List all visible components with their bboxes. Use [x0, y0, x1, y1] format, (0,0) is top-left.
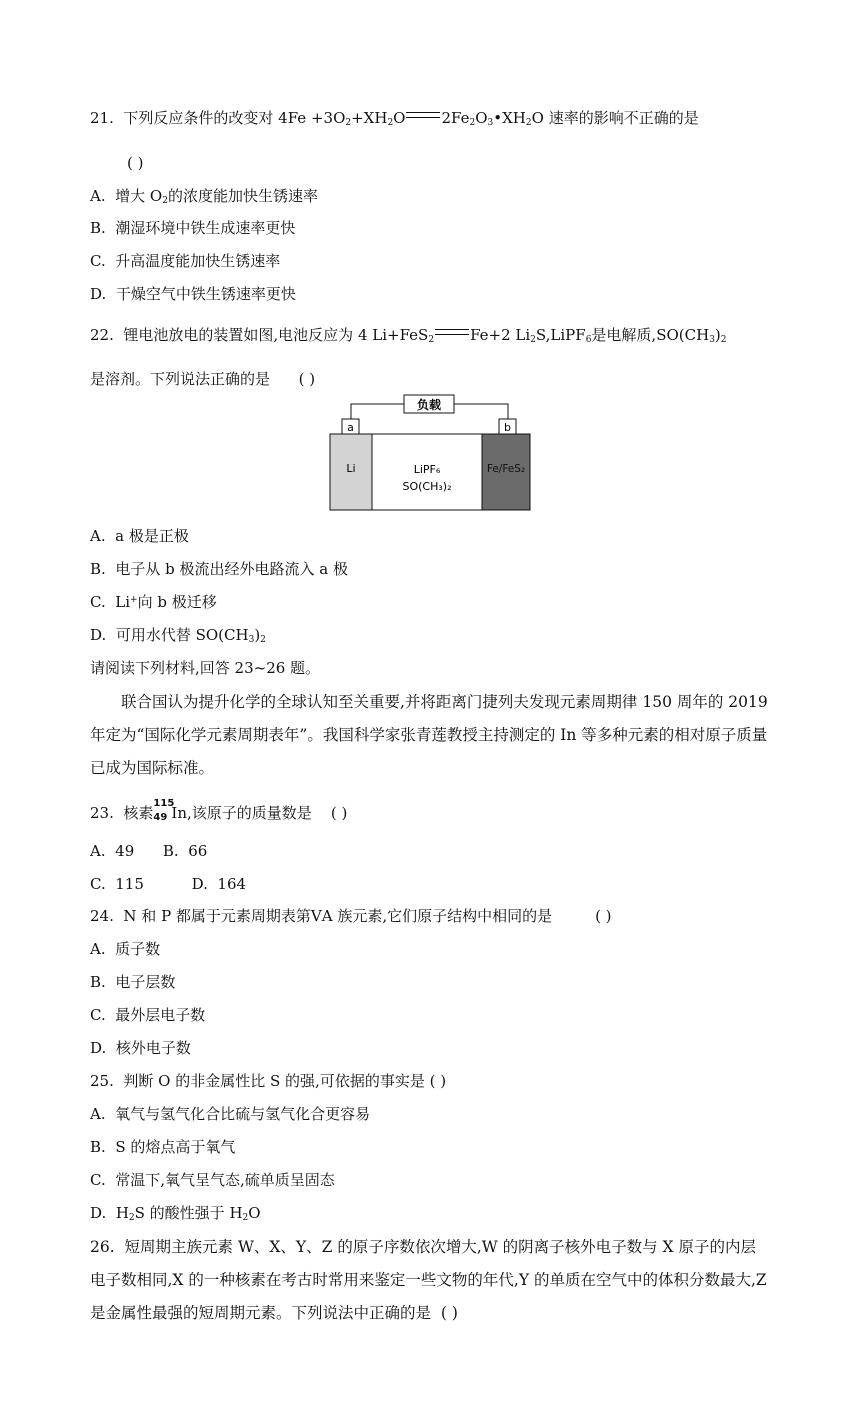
- q22-option-b[interactable]: [90, 559, 348, 579]
- circuit-wire: [351, 404, 404, 419]
- q23-stem: [90, 798, 348, 823]
- q25-option-d[interactable]: [90, 1203, 261, 1223]
- option-letter: A.: [90, 527, 106, 545]
- q26-number: 26.: [90, 1238, 115, 1256]
- option-letter: C.: [90, 1006, 106, 1024]
- equals-sign: [435, 329, 469, 335]
- option-text: 向 b 极迁移: [137, 593, 217, 611]
- q23-option-c[interactable]: [90, 875, 144, 893]
- q21-stem-text: +XH: [351, 109, 388, 127]
- q21-stem-text: O 速率的影响不正确的是: [531, 109, 699, 127]
- q25-option-c[interactable]: [90, 1170, 335, 1190]
- q23-stem-text: In,该原子的质量数是: [171, 804, 312, 822]
- option-text: 氧气与氢气化合比硫与氢气化合更容易: [115, 1105, 371, 1123]
- option-letter: D.: [191, 875, 208, 893]
- option-letter: B.: [90, 973, 106, 991]
- solvent-label: SO(CH₃)₂: [402, 480, 452, 493]
- q23-options-row-1: [90, 841, 207, 861]
- option-text: 常温下,氧气呈气态,硫单质呈固态: [115, 1171, 335, 1189]
- option-text: 49: [115, 842, 135, 860]
- subscript: 3: [248, 635, 255, 645]
- option-letter: D.: [90, 1039, 107, 1057]
- q21-stem: [90, 108, 699, 128]
- q22-stem-text: Fe+2 Li: [470, 326, 531, 344]
- option-text: 增大 O: [115, 187, 163, 205]
- subscript: 2: [525, 118, 532, 128]
- material-intro: 请阅读下列材料,回答 23~26 题。: [90, 659, 321, 677]
- option-text: a 极是正极: [115, 527, 189, 545]
- battery-diagram: [328, 392, 534, 514]
- load-label: 负载: [416, 398, 442, 412]
- q21-stem-text: 下列反应条件的改变对 4Fe +3O: [123, 109, 346, 127]
- option-letter: C.: [90, 252, 106, 270]
- li-label: Li: [346, 462, 356, 475]
- superscript: +: [130, 595, 138, 605]
- q26-stem: [90, 1231, 770, 1330]
- q24-number: 24.: [90, 907, 114, 925]
- option-text: 164: [217, 875, 247, 893]
- q22-option-c[interactable]: [90, 592, 217, 612]
- subscript: 2: [242, 1213, 249, 1223]
- subscript: 6: [585, 335, 592, 345]
- q23-answer-paren: ( ): [330, 804, 348, 822]
- option-letter: B.: [90, 560, 106, 578]
- q22-stem-text: 锂电池放电的装置如图,电池反应为 4 Li+FeS: [123, 326, 429, 344]
- q22-stem-text: ): [714, 326, 721, 344]
- q24-stem: [90, 906, 612, 926]
- subscript: 2: [720, 335, 727, 345]
- q23-options-row-2: [90, 874, 246, 894]
- q22-number: 22.: [90, 326, 114, 344]
- option-text: 电子从 b 极流出经外电路流入 a 极: [115, 560, 348, 578]
- q24-stem-text: N 和 P 都属于元素周期表第ⅤA 族元素,它们原子结构中相同的是: [123, 907, 553, 925]
- option-letter: C.: [90, 1171, 106, 1189]
- option-text: 电子层数: [115, 973, 176, 991]
- q21-stem-text: O: [393, 109, 406, 127]
- atomic-number: 49: [153, 812, 168, 823]
- option-letter: A.: [90, 842, 106, 860]
- q22-answer-paren: ( ): [298, 370, 316, 388]
- option-text: Li: [115, 593, 131, 611]
- option-text: 的浓度能加快生锈速率: [167, 187, 318, 205]
- q23-option-b[interactable]: [163, 842, 207, 860]
- q26-answer-paren: ( ): [440, 1304, 458, 1322]
- option-text: 核外电子数: [115, 1039, 191, 1057]
- q23-option-a[interactable]: [90, 842, 134, 860]
- option-letter: B.: [90, 1138, 106, 1156]
- subscript: 2: [162, 196, 168, 206]
- mass-number: 115: [153, 798, 175, 809]
- circuit-wire: [454, 404, 508, 419]
- q21-option-d[interactable]: [90, 284, 296, 304]
- q22-stem-text: S,LiPF: [535, 326, 586, 344]
- option-letter: A.: [90, 940, 106, 958]
- equals-sign: [406, 112, 440, 118]
- option-text: H: [115, 1204, 129, 1222]
- option-letter: D.: [90, 626, 107, 644]
- q24-option-c[interactable]: [90, 1005, 205, 1025]
- q21-stem-text: O: [475, 109, 488, 127]
- material-paragraph: 联合国认为提升化学的全球认知至关重要,并将距离门捷列夫发现元素周期律 150 周年的 2019 年定为“国际化学元素周期表年”。我国科学家张青莲教授主持测定的 In 等多种元素的相对原子质量已成为国际标准。: [90, 693, 768, 777]
- option-letter: B.: [90, 219, 106, 237]
- option-letter: A.: [90, 1105, 106, 1123]
- q25-option-a[interactable]: [90, 1104, 370, 1124]
- q23-number: 23.: [90, 804, 114, 822]
- nuclide-symbol: [153, 798, 175, 823]
- q23-option-d[interactable]: [192, 875, 246, 893]
- subscript: 2: [128, 1213, 135, 1223]
- fe-fes2-label: Fe/FeS₂: [486, 463, 526, 475]
- q22-option-a[interactable]: [90, 526, 189, 546]
- option-text: 潮湿环境中铁生成速率更快: [115, 219, 296, 237]
- terminal-a-label: a: [347, 421, 354, 434]
- option-text: S 的酸性强于 H: [134, 1204, 243, 1222]
- q21-option-b[interactable]: [90, 218, 295, 238]
- terminal-b-label: b: [504, 421, 511, 434]
- option-text: 115: [115, 875, 144, 893]
- option-letter: B.: [162, 842, 179, 860]
- option-text: 升高温度能加快生锈速率: [115, 252, 281, 270]
- q22-option-d[interactable]: [90, 625, 266, 645]
- q25-option-b[interactable]: [90, 1137, 235, 1157]
- option-text: ): [254, 626, 261, 644]
- q22-stem-text: 是电解质,SO(CH: [591, 326, 710, 344]
- subscript: 2: [530, 335, 536, 345]
- q22-stem-text: 是溶剂。下列说法正确的是: [90, 370, 271, 388]
- q21-option-c[interactable]: [90, 251, 280, 271]
- q21-number: 21.: [90, 109, 114, 127]
- option-letter: D.: [90, 1204, 107, 1222]
- q25-answer-paren: ( ): [429, 1072, 447, 1090]
- subscript: 2: [260, 635, 266, 645]
- q21-answer-paren: ( ): [127, 154, 144, 172]
- q21-stem-text: 2Fe: [441, 109, 470, 127]
- q22-stem: [90, 325, 727, 345]
- subscript: 2: [469, 118, 476, 128]
- option-text: 可用水代替 SO(CH: [115, 626, 249, 644]
- option-letter: C.: [90, 875, 106, 893]
- q21-option-a[interactable]: [90, 186, 318, 206]
- option-text: 质子数: [115, 940, 161, 958]
- subscript: 3: [487, 118, 494, 128]
- option-letter: C.: [90, 593, 106, 611]
- q24-option-a[interactable]: [90, 939, 160, 959]
- q24-answer-paren: ( ): [595, 907, 612, 925]
- q25-stem-text: 判断 O 的非金属性比 S 的强,可依据的事实是: [123, 1072, 425, 1090]
- subscript: 3: [709, 335, 715, 345]
- option-letter: D.: [90, 285, 107, 303]
- electrolyte-label: LiPF₆: [413, 463, 441, 476]
- option-text: 干燥空气中铁生锈速率更快: [115, 285, 296, 303]
- q25-number: 25.: [90, 1072, 114, 1090]
- q23-stem-text: 核素: [123, 804, 154, 822]
- option-text: O: [248, 1204, 261, 1222]
- option-text: S 的熔点高于氧气: [115, 1138, 236, 1156]
- q21-stem-text: •XH: [493, 109, 526, 127]
- option-text: 66: [188, 842, 208, 860]
- q25-stem: [90, 1071, 446, 1091]
- q24-option-b[interactable]: [90, 972, 175, 992]
- option-text: 最外层电子数: [115, 1006, 206, 1024]
- subscript: 2: [387, 118, 394, 128]
- q26-stem-text: 短周期主族元素 W、X、Y、Z 的原子序数依次增大,W 的阴离子核外电子数与 X 原子的内层电子数相同,X 的一种核素在考古时常用来鉴定一些文物的年代,Y 的单质在空气中的体积分数最大,Z 是金属性最强的短周期元素。下列说法中正确的是: [90, 1238, 767, 1322]
- q22-stem-line2: [90, 369, 315, 389]
- subscript: 2: [428, 335, 435, 345]
- q24-option-d[interactable]: [90, 1038, 191, 1058]
- option-letter: A.: [90, 187, 106, 205]
- subscript: 2: [345, 118, 352, 128]
